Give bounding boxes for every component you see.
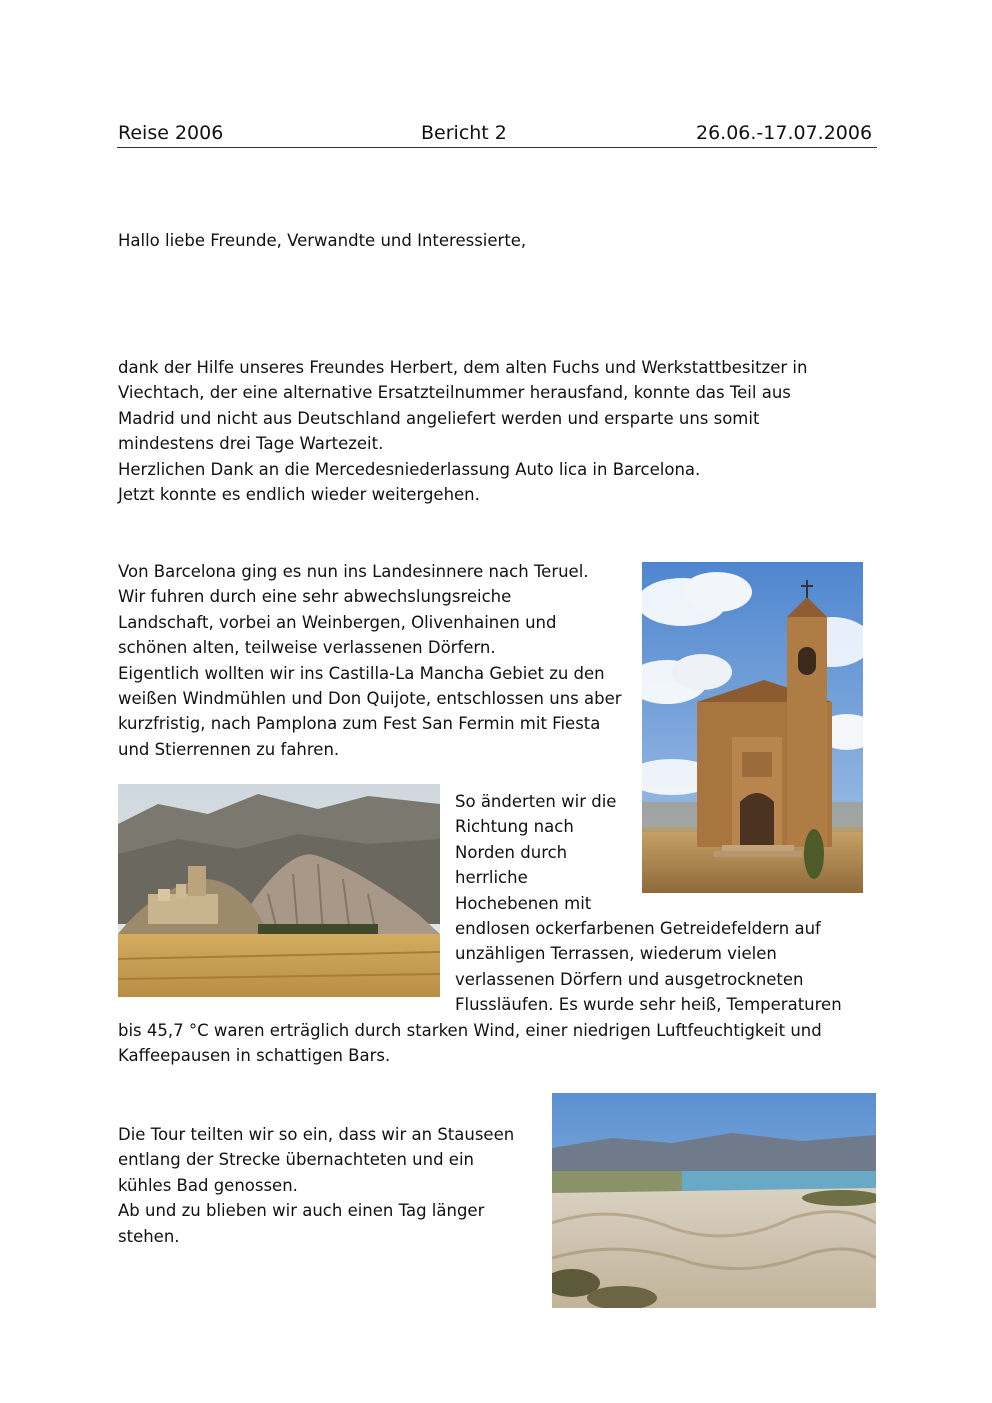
paragraph-4 <box>118 1122 514 1249</box>
text-line: herrliche <box>455 868 528 888</box>
text-line: Eigentlich wollten wir ins Castilla-La Mancha Gebiet zu den <box>118 663 605 683</box>
text-line: Hochebenen mit <box>455 893 592 913</box>
text-line: weißen Windmühlen und Don Quijote, entschlossen uns aber <box>118 688 622 708</box>
text-line: Norden durch <box>455 842 568 862</box>
text-line: stehen. <box>118 1226 180 1246</box>
text-line: bis 45,7 °C waren erträglich durch starken Wind, einer niedrigen Luftfeuchtigkeit und <box>118 1021 822 1040</box>
text-line: schönen alten, teilweise verlassenen Dörfern. <box>118 638 496 658</box>
text-line: entlang der Strecke übernachteten und ein <box>118 1150 474 1170</box>
text-line: So änderten wir die <box>455 792 617 811</box>
header-rule <box>117 147 877 148</box>
text-line: Ab und zu blieben wir auch einen Tag länger <box>118 1201 485 1221</box>
paragraph-1 <box>118 355 807 507</box>
text-line: dank der Hilfe unseres Freundes Herbert, dem alten Fuchs und Werkstattbesitzer in <box>118 358 808 377</box>
text-line: Richtung nach <box>455 817 574 837</box>
text-line: und Stierrennen zu fahren. <box>118 739 340 759</box>
text-line: Landschaft, vorbei an Weinbergen, Olivenhainen und <box>118 612 557 632</box>
village-photo <box>118 784 440 997</box>
text-line: Kaffeepausen in schattigen Bars. <box>118 1046 391 1066</box>
greeting: Hallo liebe Freunde, Verwandte und Interessierte, <box>118 231 527 250</box>
header-center: Bericht 2 <box>421 122 507 144</box>
text-line: Von Barcelona ging es nun ins Landesinnere nach Teruel. <box>118 562 589 581</box>
header-right: 26.06.-17.07.2006 <box>696 122 873 144</box>
text-line: Wir fuhren durch eine sehr abwechslungsreiche <box>118 587 512 607</box>
reservoir-photo <box>552 1093 876 1308</box>
text-line: Jetzt konnte es endlich wieder weitergehen. <box>118 484 480 504</box>
text-line: verlassenen Dörfern und ausgetrockneten <box>455 969 804 989</box>
text-line: kurzfristig, nach Pamplona zum Fest San Fermin mit Fiesta <box>118 714 601 734</box>
paragraph-3-full <box>118 1018 822 1069</box>
church-photo <box>642 562 863 893</box>
text-line: Flussläufen. Es wurde sehr heiß, Temperaturen <box>455 995 842 1015</box>
text-line: endlosen ockerfarbenen Getreidefeldern auf <box>455 918 821 938</box>
text-line: unzähligen Terrassen, wiederum vielen <box>455 944 777 964</box>
text-line: mindestens drei Tage Wartezeit. <box>118 434 384 454</box>
text-line: Viechtach, der eine alternative Ersatzteilnummer herausfand, konnte das Teil aus <box>118 383 791 403</box>
paragraph-2 <box>118 559 622 762</box>
text-line: Madrid und nicht aus Deutschland angeliefert werden und ersparte uns somit <box>118 408 760 428</box>
text-line: kühles Bad genossen. <box>118 1175 298 1195</box>
text-line: Herzlichen Dank an die Mercedesniederlassung Auto lica in Barcelona. <box>118 459 701 479</box>
header-left: Reise 2006 <box>118 122 224 144</box>
text-line: Die Tour teilten wir so ein, dass wir an Stauseen <box>118 1125 515 1144</box>
